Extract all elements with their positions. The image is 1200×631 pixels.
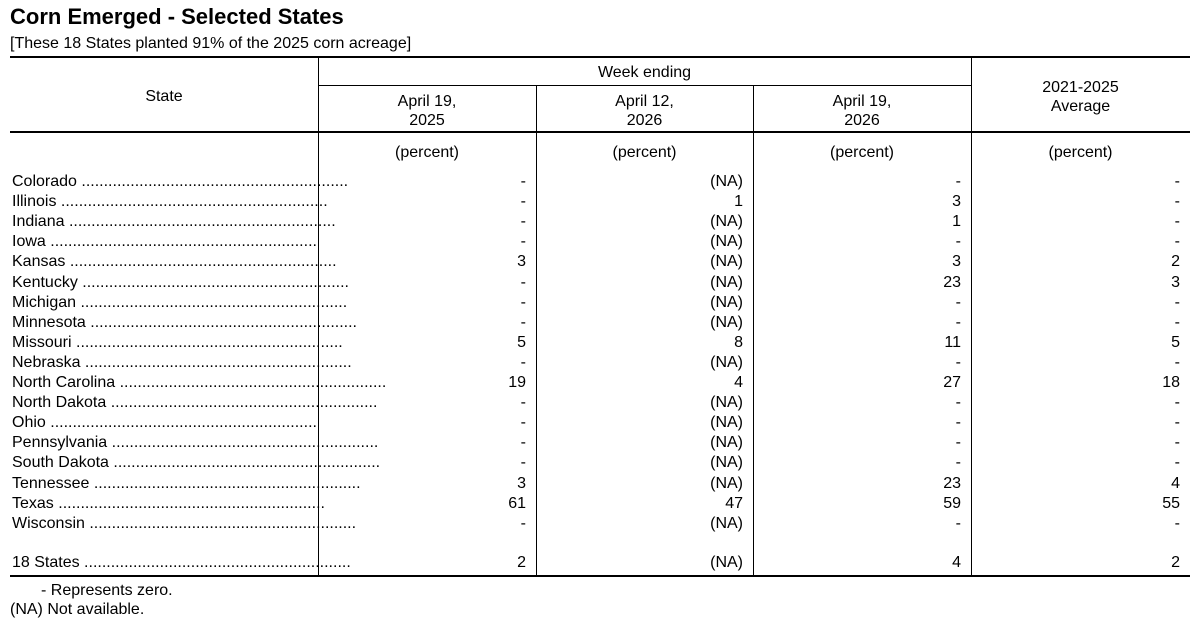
dot-leader: ............................................................ bbox=[71, 333, 343, 351]
table-row-2-cell-4: - bbox=[1174, 193, 1180, 211]
table-row-3-cell-4: - bbox=[1174, 213, 1180, 231]
table-row-5-cell-4: 2 bbox=[1171, 253, 1180, 271]
state-label: Texas bbox=[12, 494, 54, 512]
header-col-2026-apr19-line1: April 19, bbox=[832, 93, 892, 110]
table-row-4-cell-1: - bbox=[520, 233, 526, 251]
table-row-10-cell-2: (NA) bbox=[710, 353, 743, 371]
table-row-8-cell-1: - bbox=[520, 313, 526, 331]
table-row-8-cell-4: - bbox=[1174, 313, 1180, 331]
table-row-11-cell-4: 18 bbox=[1162, 374, 1180, 391]
table-row-15-state bbox=[12, 453, 381, 473]
table-row-7-state bbox=[12, 293, 348, 313]
table-row-14-state bbox=[12, 433, 379, 453]
table-row-10-state bbox=[12, 353, 352, 373]
state-label: 18 States bbox=[12, 554, 80, 571]
state-label: Kentucky bbox=[12, 273, 78, 291]
state-label: Illinois bbox=[12, 193, 57, 211]
dot-leader: ............................................................ bbox=[85, 313, 357, 331]
table-row-18-cell-3: - bbox=[955, 514, 961, 532]
table-row-13-cell-2: (NA) bbox=[710, 414, 743, 432]
header-col-2026-apr12-line2: 2026 bbox=[626, 112, 663, 129]
dot-leader: ............................................................ bbox=[65, 253, 337, 271]
dot-leader: ............................................................ bbox=[107, 434, 379, 452]
table-row-3-cell-3: 1 bbox=[952, 213, 961, 231]
table-row-14-cell-1: - bbox=[520, 434, 526, 452]
header-col-average-line1: 2021-2025 bbox=[1042, 79, 1119, 96]
header-state: State bbox=[145, 88, 183, 105]
table-row-14-cell-2: (NA) bbox=[710, 434, 743, 452]
table-row-1-cell-1: - bbox=[520, 173, 526, 190]
state-label: Pennsylvania bbox=[12, 434, 108, 452]
table-row-12-cell-3: - bbox=[955, 394, 961, 412]
header-col-2026-apr19-line2: 2026 bbox=[844, 112, 880, 129]
table-row-18-state bbox=[12, 514, 357, 534]
dot-leader: ............................................................ bbox=[106, 394, 378, 412]
table-row-15-cell-3: - bbox=[955, 454, 961, 472]
dot-leader: ............................................................ bbox=[77, 273, 349, 291]
state-label: Indiana bbox=[12, 213, 65, 231]
table-row-17-cell-4: 55 bbox=[1162, 494, 1180, 512]
dot-leader: ............................................................ bbox=[84, 514, 357, 532]
table-row-5-cell-1: 3 bbox=[517, 253, 526, 271]
table-row-16-cell-3: 23 bbox=[943, 474, 961, 492]
table-row-1-cell-4: - bbox=[1174, 173, 1180, 190]
table-row-6-cell-2: (NA) bbox=[710, 273, 743, 291]
table-row-11-cell-1: 19 bbox=[508, 374, 526, 391]
table-row-total-cell-2: (NA) bbox=[710, 554, 743, 571]
table-row-8-cell-3: - bbox=[955, 313, 961, 331]
table-row-11-state bbox=[12, 373, 387, 393]
dot-leader: ............................................................ bbox=[45, 414, 317, 432]
state-label: Kansas bbox=[12, 253, 66, 271]
table-row-total-cell-1: 2 bbox=[517, 554, 526, 571]
dot-leader: ............................................................ bbox=[56, 193, 328, 211]
table-row-2-cell-2: 1 bbox=[734, 193, 743, 211]
table-row-13-cell-3: - bbox=[955, 414, 961, 432]
table-row-7-cell-1: - bbox=[520, 293, 526, 311]
table-row-16-cell-4: 4 bbox=[1171, 474, 1180, 492]
state-label: Nebraska bbox=[12, 353, 81, 371]
unit-col-2: (percent) bbox=[612, 144, 677, 161]
table-row-7-cell-4: - bbox=[1174, 293, 1180, 311]
table-row-6-cell-1: - bbox=[520, 273, 526, 291]
state-label: Tennessee bbox=[12, 474, 90, 492]
table-row-9-state bbox=[12, 333, 343, 353]
table-row-3-cell-2: (NA) bbox=[710, 213, 743, 231]
header-col-2025-apr19-line2: 2025 bbox=[409, 112, 445, 129]
table-row-16-state bbox=[12, 474, 361, 494]
table-row-9-cell-2: 8 bbox=[734, 333, 743, 351]
state-label: Minnesota bbox=[12, 313, 86, 331]
state-label: Colorado bbox=[12, 173, 77, 190]
table-row-7-cell-3: - bbox=[955, 293, 961, 311]
table-row-17-cell-2: 47 bbox=[725, 494, 743, 512]
table-row-9-cell-4: 5 bbox=[1171, 333, 1180, 351]
table-row-17-state bbox=[12, 494, 325, 514]
week-ending-rule bbox=[318, 85, 971, 86]
table-row-10-cell-3: - bbox=[955, 353, 961, 371]
footnote-zero: - Represents zero. bbox=[41, 582, 173, 599]
table-row-5-cell-3: 3 bbox=[952, 253, 961, 271]
table-row-5-cell-2: (NA) bbox=[710, 253, 743, 271]
header-col-2025-apr19 bbox=[318, 92, 536, 130]
footnote-na: (NA) Not available. bbox=[10, 601, 145, 618]
table-row-4-cell-4: - bbox=[1174, 233, 1180, 251]
dot-leader: ............................................................ bbox=[45, 233, 317, 251]
dot-leader: ............................................................ bbox=[64, 213, 336, 231]
state-label: North Dakota bbox=[12, 394, 107, 412]
table-row-1-cell-2: (NA) bbox=[710, 173, 743, 190]
header-col-2026-apr12-line1: April 12, bbox=[615, 93, 674, 110]
table-row-2-state bbox=[12, 192, 328, 212]
table-row-12-cell-1: - bbox=[520, 394, 526, 412]
table-row-3-cell-1: - bbox=[520, 213, 526, 231]
table-row-16-cell-2: (NA) bbox=[710, 474, 743, 492]
table-top-rule bbox=[10, 56, 1190, 58]
table-row-10-cell-4: - bbox=[1174, 353, 1180, 371]
state-label: Ohio bbox=[12, 414, 46, 432]
state-label: Missouri bbox=[12, 333, 72, 351]
table-row-11-cell-3: 27 bbox=[943, 374, 961, 391]
header-week-ending: Week ending bbox=[597, 64, 692, 81]
table-row-14-cell-4: - bbox=[1174, 434, 1180, 452]
table-row-4-cell-2: (NA) bbox=[710, 233, 743, 251]
table-bottom-rule bbox=[10, 575, 1190, 577]
table-row-total-cell-4: 2 bbox=[1171, 554, 1180, 571]
table-row-10-cell-1: - bbox=[520, 353, 526, 371]
dot-leader: ............................................................ bbox=[76, 293, 348, 311]
table-row-4-state bbox=[12, 232, 317, 252]
header-col-2025-apr19-line1: April 19, bbox=[397, 93, 457, 110]
table-row-15-cell-4: - bbox=[1174, 454, 1180, 472]
table-row-13-cell-1: - bbox=[520, 414, 526, 432]
table-row-17-cell-1: 61 bbox=[508, 494, 526, 512]
state-label: Michigan bbox=[12, 293, 77, 311]
unit-col-1: (percent) bbox=[394, 144, 460, 161]
table-row-12-cell-2: (NA) bbox=[710, 394, 743, 412]
dot-leader: ............................................................ bbox=[89, 474, 361, 492]
dot-leader: ............................................................ bbox=[115, 374, 387, 391]
table-row-total-cell-3: 4 bbox=[952, 554, 961, 571]
header-col-average-line2: Average bbox=[1050, 98, 1111, 115]
table-row-4-cell-3: - bbox=[955, 233, 961, 251]
table-row-16-cell-1: 3 bbox=[517, 474, 526, 492]
table-row-12-state bbox=[12, 393, 378, 413]
table-row-6-state bbox=[12, 273, 349, 293]
table-row-11-cell-2: 4 bbox=[734, 374, 743, 391]
header-bottom-rule bbox=[10, 131, 1190, 133]
table-row-13-state bbox=[12, 413, 317, 433]
header-col-2026-apr19 bbox=[753, 92, 971, 130]
table-row-2-cell-3: 3 bbox=[952, 193, 961, 211]
table-row-2-cell-1: - bbox=[520, 193, 526, 211]
table-row-18-cell-4: - bbox=[1174, 514, 1180, 532]
dot-leader: ............................................................ bbox=[76, 173, 349, 190]
header-col-2026-apr12 bbox=[536, 92, 753, 130]
table-row-13-cell-4: - bbox=[1174, 414, 1180, 432]
table-row-9-cell-3: 11 bbox=[944, 333, 961, 351]
table-row-8-cell-2: (NA) bbox=[710, 313, 743, 331]
table-row-18-cell-2: (NA) bbox=[710, 514, 743, 532]
table-row-14-cell-3: - bbox=[955, 434, 961, 452]
table-row-1-state bbox=[12, 172, 349, 192]
table-row-12-cell-4: - bbox=[1174, 394, 1180, 412]
state-label: South Dakota bbox=[12, 454, 109, 472]
table-row-18-cell-1: - bbox=[520, 514, 526, 532]
table-row-15-cell-2: (NA) bbox=[710, 454, 743, 472]
table-row-1-cell-3: - bbox=[955, 173, 961, 190]
table-row-3-state bbox=[12, 212, 336, 232]
table-row-17-cell-3: 59 bbox=[943, 494, 961, 512]
table-row-7-cell-2: (NA) bbox=[710, 293, 743, 311]
dot-leader: ............................................................ bbox=[108, 454, 381, 472]
page-subtitle: [These 18 States planted 91% of the 2025 corn acreage] bbox=[10, 35, 412, 52]
table-row-9-cell-1: 5 bbox=[517, 333, 526, 351]
table-row-total-state bbox=[12, 553, 351, 573]
table-row-6-cell-3: 23 bbox=[943, 273, 961, 291]
unit-col-3: (percent) bbox=[829, 144, 895, 161]
page-title: Corn Emerged - Selected States bbox=[10, 4, 344, 29]
state-label: North Carolina bbox=[12, 374, 116, 391]
table-row-15-cell-1: - bbox=[520, 454, 526, 472]
unit-col-4: (percent) bbox=[1048, 144, 1113, 161]
state-label: Iowa bbox=[12, 233, 46, 251]
dot-leader: ............................................................ bbox=[79, 554, 351, 571]
table-row-8-state bbox=[12, 313, 357, 333]
header-col-average bbox=[971, 78, 1190, 116]
state-label: Wisconsin bbox=[12, 514, 85, 532]
table-row-6-cell-4: 3 bbox=[1171, 273, 1180, 291]
dot-leader: ............................................................ bbox=[53, 494, 325, 512]
table-row-5-state bbox=[12, 252, 337, 272]
dot-leader: ............................................................ bbox=[80, 353, 352, 371]
